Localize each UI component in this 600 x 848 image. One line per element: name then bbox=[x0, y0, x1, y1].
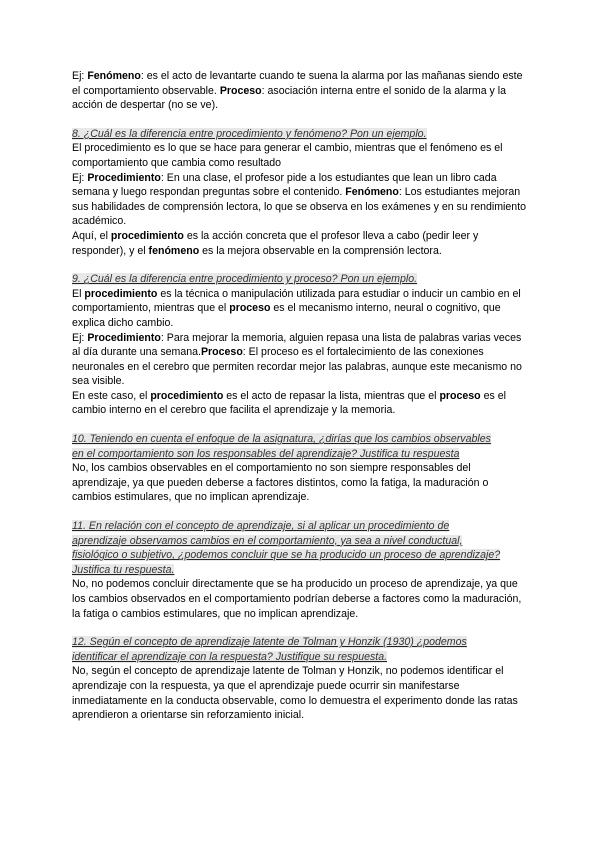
question-11-heading-line-4 bbox=[72, 563, 530, 578]
question-8-text: 8. ¿Cuál es la diferencia entre procedimiento y fenómeno? Pon un ejemplo. bbox=[72, 127, 427, 140]
text-run: es la acción concreta que el profesor lleva a cabo (pedir leer y responder), y el bbox=[72, 229, 479, 257]
question-10-text-2: en el comportamiento son los responsables del aprendizaje? Justifica tu respuesta bbox=[72, 447, 460, 460]
question-12-text-1: 12. Según el concepto de aprendizaje latente de Tolman y Honzik (1930) ¿podemos bbox=[72, 636, 467, 649]
question-9-heading bbox=[72, 272, 530, 287]
text-run: : asociación interna entre el sonido de la alarma y la acción de despertar (no se ve). bbox=[72, 84, 507, 112]
question-8-heading bbox=[72, 127, 530, 142]
question-12-heading-line-2 bbox=[72, 650, 530, 665]
text-run: es el acto de repasar la lista, mientras que el bbox=[223, 389, 440, 402]
bold-term: Fenómeno bbox=[87, 70, 141, 82]
text-run: Aquí, el bbox=[72, 229, 111, 242]
answer-11-paragraph bbox=[72, 577, 530, 621]
question-11-block bbox=[72, 519, 530, 621]
bold-term: Proceso bbox=[219, 84, 262, 97]
text-run: es el mecanismo interno, neural o cognitivo, que explica dicho cambio. bbox=[72, 302, 501, 329]
question-12-text-2: identificar el aprendizaje con la respuesta? Justifique su respuesta. bbox=[72, 650, 388, 663]
text-run: El bbox=[72, 287, 85, 300]
bold-term: Fenómeno bbox=[345, 186, 399, 199]
text-run: es la mejora observable en la comprensión lectora. bbox=[199, 244, 442, 257]
text-run: Ej: bbox=[72, 331, 88, 344]
text-run: No, los cambios observables en el comportamiento no son siempre responsables del aprendizaje, ya que pueden deberse a factores distintos, como la fatiga, la maduración o cambios estimulares, que no implican aprendizaje. bbox=[72, 462, 489, 504]
intro-block bbox=[72, 69, 530, 113]
text-run: No, no podemos concluir directamente que se ha producido un proceso de aprendizaje, ya que los cambios observados en el comportamiento podrían deberse a factores como la maduración, la fatiga o cambios estimulares, que no implican aprendizaje. bbox=[72, 578, 522, 620]
bold-term: procedimiento bbox=[150, 389, 224, 402]
question-11-heading-line-3 bbox=[72, 548, 530, 563]
text-run: El procedimiento es lo que se hace para generar el cambio, mientras que el fenómeno es el comportamiento que cambia como resultado bbox=[72, 142, 503, 169]
text-run: Ej: bbox=[72, 70, 88, 82]
intro-paragraph bbox=[72, 69, 530, 113]
bold-term: procedimiento bbox=[110, 229, 184, 242]
bold-term: Procedimiento bbox=[87, 171, 161, 184]
answer-8-paragraph-1 bbox=[72, 141, 530, 170]
question-11-heading-line-2 bbox=[72, 534, 530, 549]
text-run: es el cambio interno en el cerebro que facilita el aprendizaje y la memoria. bbox=[72, 389, 506, 417]
text-run: Ej: bbox=[72, 171, 88, 184]
text-run: : Los estudiantes mejoran sus habilidades de comprensión lectora, lo que se observa en los exámenes y en su rendimiento académico. bbox=[72, 186, 527, 228]
question-11-heading-line-1 bbox=[72, 519, 530, 534]
bold-term: Procedimiento bbox=[87, 331, 161, 344]
question-9-block bbox=[72, 272, 530, 418]
question-11-text-1: 11. En relación con el concepto de aprendizaje, si al aplicar un procedimiento de bbox=[72, 520, 450, 533]
answer-10-paragraph bbox=[72, 461, 530, 505]
bold-term: procedimiento bbox=[84, 287, 158, 300]
question-12-heading-line-1 bbox=[72, 635, 530, 650]
answer-8-paragraph-3 bbox=[72, 229, 530, 258]
text-run: es la técnica o manipulación utilizada para estudiar o inducir un cambio en el comportamiento, mientras que el bbox=[72, 287, 521, 315]
text-run: : es el acto de levantarte cuando te suena la alarma por las mañanas siendo este el comportamiento observable. bbox=[72, 70, 523, 97]
question-10-text-1: 10. Teniendo en cuenta el enfoque de la asignatura, ¿dirías que los cambios observables bbox=[72, 433, 491, 446]
question-12-block bbox=[72, 635, 530, 723]
question-10-heading-line-2 bbox=[72, 447, 530, 462]
text-run: No, según el concepto de aprendizaje latente de Tolman y Honzik, no podemos identificar el aprendizaje con la respuesta, ya que el aprendizaje puede ocurrir sin manifestarse inmediatamente en la conducta observable, como lo demuestra el experimento donde las ratas aprendieron a orientarse sin reforzamiento inicial. bbox=[72, 665, 518, 722]
text-run: : Para mejorar la memoria, alguien repasa una lista de palabras varias veces al día durante una semana. bbox=[72, 331, 522, 359]
question-10-heading-line-1 bbox=[72, 432, 530, 447]
text-run: : El proceso es el fortalecimiento de las conexiones neuronales en el cerebro que permiten recordar mejor las palabras, aunque este mecanismo no sea visible. bbox=[72, 346, 522, 388]
bold-term: proceso bbox=[229, 302, 271, 315]
bold-term: fenómeno bbox=[148, 244, 200, 257]
answer-12-paragraph bbox=[72, 664, 530, 722]
answer-9-paragraph-1 bbox=[72, 287, 530, 331]
question-9-text: 9. ¿Cuál es la diferencia entre procedimiento y proceso? Pon un ejemplo. bbox=[72, 273, 418, 286]
text-run: : En una clase, el profesor pide a los estudiantes que lean un libro cada semana y luego respondan preguntas sobre el contenido. bbox=[72, 171, 497, 199]
answer-8-paragraph-2 bbox=[72, 171, 530, 229]
bold-term: Proceso bbox=[200, 346, 243, 359]
question-10-block bbox=[72, 432, 530, 505]
text-run: En este caso, el bbox=[72, 389, 151, 402]
answer-9-paragraph-2 bbox=[72, 331, 530, 389]
question-11-text-4: Justifica tu respuesta. bbox=[72, 563, 175, 576]
answer-9-paragraph-3 bbox=[72, 389, 530, 418]
question-11-text-2: aprendizaje observamos cambios en el comportamiento, ya sea a nivel conductual, bbox=[72, 534, 463, 547]
question-8-block bbox=[72, 127, 530, 258]
question-11-text-3: fisiológico o subjetivo, ¿podemos concluir que se ha producido un proceso de aprendizaje? bbox=[72, 549, 501, 562]
bold-term: proceso bbox=[439, 389, 481, 402]
